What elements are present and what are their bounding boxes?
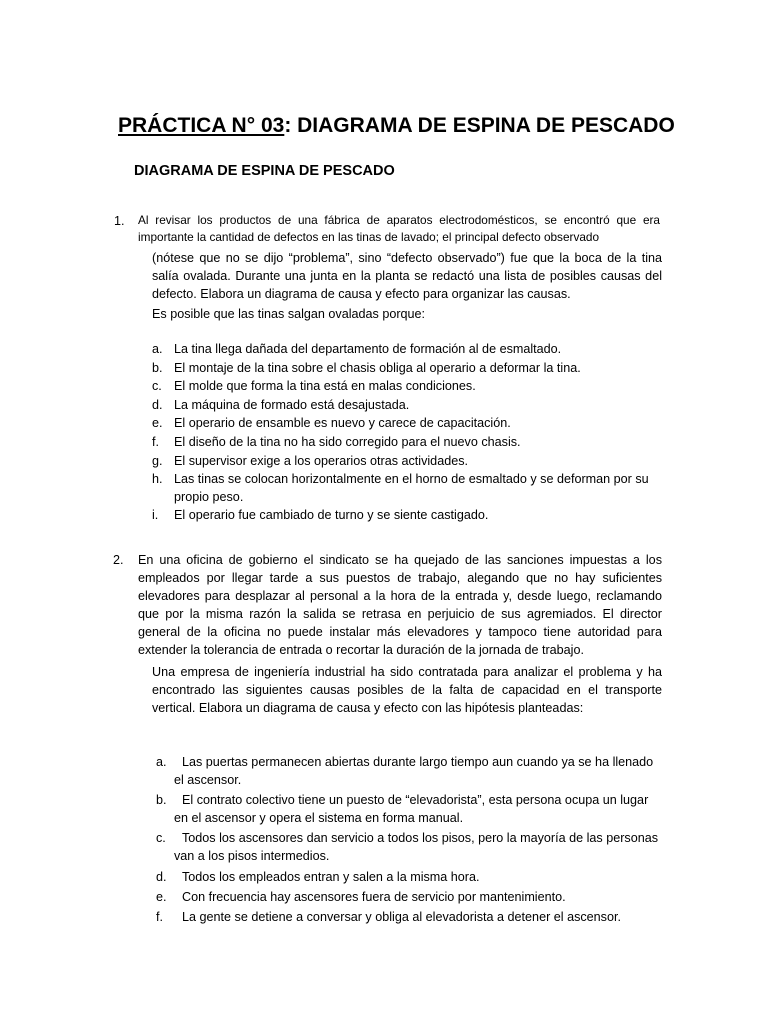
list-item-marker: c. xyxy=(152,379,162,394)
list-item-text: El diseño de la tina no ha sido corregido para el nuevo chasis. xyxy=(174,434,521,449)
question-2-intro: En una oficina de gobierno el sindicato se ha quejado de las sanciones impuestas a los empleados por llegar tarde a sus puestos de trabajo, alegando que no hay suficientes elevadores para desplazar al personal a la hora de la entrada y, desde luego, reclamando que por la misma razón la salida se retrasa en perjuicio de sus agremiados. El director general de la oficina no puede instalar más elevadores y tampoco tiene autoridad para extender la tolerancia de entrada o recortar la duración de la jornada de trabajo. xyxy=(138,553,662,657)
list-item-text: Las puertas permanecen abiertas durante largo tiempo aun cuando ya se ha llenado el ascensor. xyxy=(174,755,654,787)
list-item-text: Las tinas se colocan horizontalmente en el horno de esmaltado y se deforman por su propio peso. xyxy=(174,472,649,505)
question-2-paragraph: Una empresa de ingeniería industrial ha sido contratada para analizar el problema y ha encontrado las siguientes causas posibles de la falta de capacidad en el transporte vertical. Elabora un diagrama de causa y efecto con las hipótesis planteadas: xyxy=(152,665,662,715)
list-item xyxy=(152,340,664,358)
list-item-text: Con frecuencia hay ascensores fuera de servicio por mantenimiento. xyxy=(182,889,566,904)
list-item-text: El montaje de la tina sobre el chasis obliga al operario a deformar la tina. xyxy=(174,360,581,375)
list-item xyxy=(152,433,664,451)
list-item xyxy=(152,396,664,414)
question-1-paragraph: (nótese que no se dijo “problema”, sino “defecto observado”) fue que la boca de la tina salía ovalada. Durante una junta en la planta se redactó una lista de posibles causas del defecto. Elabora un diagrama de causa y efecto para organizar las causas. xyxy=(152,251,662,301)
list-item xyxy=(152,359,664,377)
list-item-text: El operario de ensamble es nuevo y carece de capacitación. xyxy=(174,416,511,431)
list-item-marker: d. xyxy=(156,869,167,884)
list-item xyxy=(152,791,664,827)
list-item-marker: d. xyxy=(152,397,163,412)
list-item-text: El operario fue cambiado de turno y se siente castigado. xyxy=(174,508,489,523)
list-item xyxy=(152,506,664,524)
list-item-marker: h. xyxy=(152,472,163,487)
title-prefix: PRÁCTICA N° 03 xyxy=(118,114,285,137)
list-item xyxy=(152,888,664,906)
list-item-marker: f. xyxy=(156,909,163,924)
question-1-intro: Al revisar los productos de una fábrica de aparatos electrodomésticos, se encontró que era importante la cantidad de defectos en las tinas de lavado; el principal defecto observado xyxy=(138,213,660,244)
list-item-marker: e. xyxy=(156,889,167,904)
list-item xyxy=(152,470,664,506)
list-item-marker: c. xyxy=(156,831,166,846)
list-item-marker: a. xyxy=(156,755,167,769)
list-item-marker: f. xyxy=(152,434,159,449)
list-item xyxy=(152,452,664,470)
list-item xyxy=(152,753,664,789)
list-item-text: La gente se detiene a conversar y obliga al elevadorista a detener el ascensor. xyxy=(182,909,621,924)
list-item xyxy=(152,829,664,865)
list-item-text: El molde que forma la tina está en malas condiciones. xyxy=(174,379,476,394)
list-item-marker: g. xyxy=(152,453,163,468)
list-item xyxy=(152,377,664,395)
question-2-list xyxy=(152,753,664,928)
section-subtitle: DIAGRAMA DE ESPINA DE PESCADO xyxy=(134,163,395,179)
list-item-text: La máquina de formado está desajustada. xyxy=(174,397,410,412)
question-1-list xyxy=(152,340,664,525)
list-item-marker: a. xyxy=(152,342,163,356)
list-item xyxy=(152,908,664,926)
list-item-marker: e. xyxy=(152,416,163,431)
page-title xyxy=(118,114,675,138)
title-rest: : DIAGRAMA DE ESPINA DE PESCADO xyxy=(284,114,675,137)
list-item-marker: b. xyxy=(152,360,163,375)
question-2-number: 2. xyxy=(113,553,124,567)
list-item-text: El supervisor exige a los operarios otras actividades. xyxy=(174,453,468,468)
question-1-number: 1. xyxy=(114,214,125,228)
list-item-text: Todos los ascensores dan servicio a todos los pisos, pero la mayoría de las personas van a los pisos intermedios. xyxy=(174,831,659,864)
list-item-text: Todos los empleados entran y salen a la misma hora. xyxy=(182,869,480,884)
list-item xyxy=(152,414,664,432)
question-1-lead: Es posible que las tinas salgan ovaladas porque: xyxy=(152,307,426,321)
list-item-text: El contrato colectivo tiene un puesto de “elevadorista”, esta persona ocupa un lugar en el ascensor y opera el sistema en forma manual. xyxy=(174,793,649,826)
list-item-text: La tina llega dañada del departamento de formación al de esmaltado. xyxy=(174,342,562,356)
list-item-marker: i. xyxy=(152,508,159,523)
list-item-marker: b. xyxy=(156,793,167,808)
list-item xyxy=(152,868,664,886)
